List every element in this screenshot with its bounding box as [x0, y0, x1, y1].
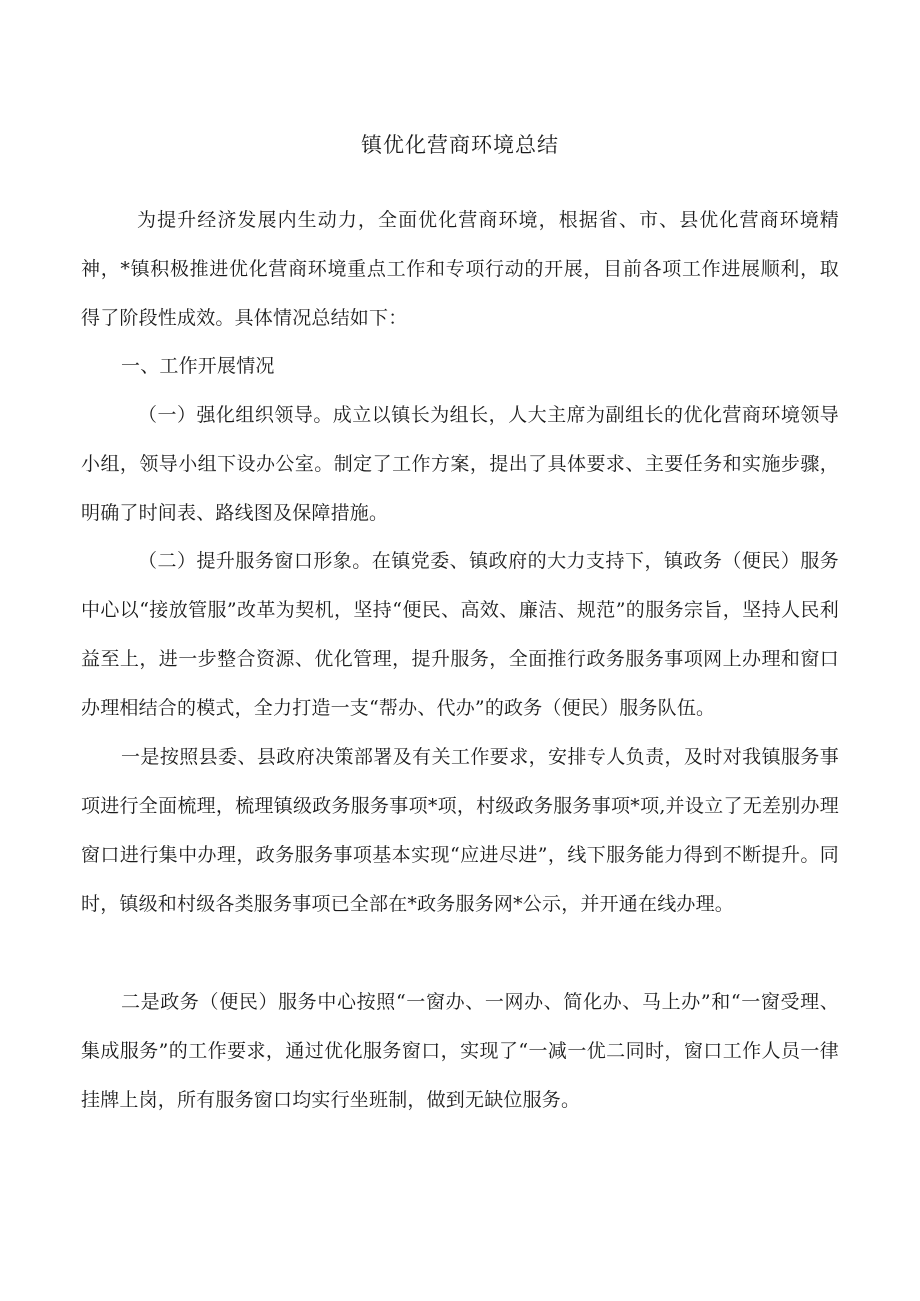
paragraph-item-one: 一是按照县委、县政府决策部署及有关工作要求，安排专人负责，及时对我镇服务事项进行全面梳理，梳理镇级政务服务事项*项，村级政务服务事项*项,并设立了无差别办理窗口进行集中办理，政务服务事项基本实现“应进尽进”，线下服务能力得到不断提升。同时，镇级和村级各类服务事项已全部在*政务服务网*公示，并开通在线办理。: [81, 746, 839, 915]
intro-paragraph: 为提升经济发展内生动力，全面优化营商环境，根据省、市、县优化营商环境精神，*镇积极推进优化营商环境重点工作和专项行动的开展，目前各项工作进展顺利，取得了阶段性成效。具体情况总结如下：: [81, 209, 839, 329]
document-title: 镇优化营商环境总结: [361, 133, 559, 157]
paragraph-organization: （一）强化组织领导。成立以镇长为组长，人大主席为副组长的优化营商环境领导小组，领导小组下设办公室。制定了工作方案，提出了具体要求、主要任务和实施步骤，明确了时间表、路线图及保障措施。: [81, 404, 839, 524]
paragraph-service-window: （二）提升服务窗口形象。在镇党委、镇政府的大力支持下，镇政务（便民）服务中心以“接放管服”改革为契机，坚持“便民、高效、廉洁、规范”的服务宗旨，坚持人民利益至上，进一步整合资源、优化管理，提升服务，全面推行政务服务事项网上办理和窗口办理相结合的模式，全力打造一支“帮办、代办”的政务（便民）服务队伍。: [81, 550, 839, 719]
paragraph-item-two: 二是政务（便民）服务中心按照“一窗办、一网办、简化办、马上办”和“一窗受理、集成服务”的工作要求，通过优化服务窗口，实现了“一减一优二同时，窗口工作人员一律挂牌上岗，所有服务窗口均实行坐班制，做到无缺位服务。: [81, 991, 839, 1111]
section-heading: 一、工作开展情况: [121, 355, 275, 377]
